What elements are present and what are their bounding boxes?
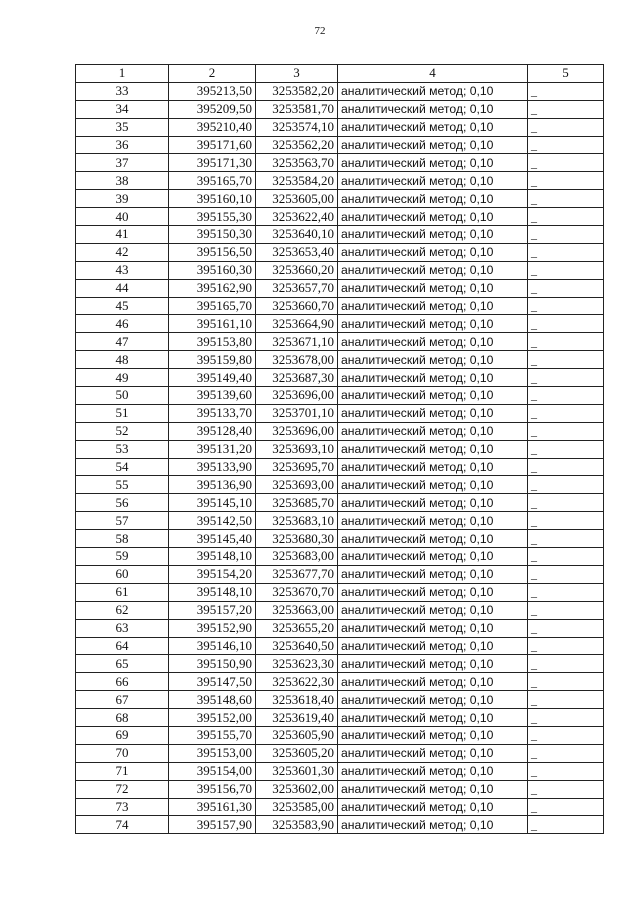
method-accuracy-cell: аналитический метод; 0,10 xyxy=(338,333,528,351)
point-number-cell: 61 xyxy=(76,583,169,601)
point-number-cell: 73 xyxy=(76,798,169,816)
point-number-cell: 47 xyxy=(76,333,169,351)
x-coordinate-cell: 395155,70 xyxy=(169,726,256,744)
method-accuracy-cell: аналитический метод; 0,10 xyxy=(338,387,528,405)
point-number-cell: 56 xyxy=(76,494,169,512)
x-coordinate-cell: 395161,10 xyxy=(169,315,256,333)
note-cell: _ xyxy=(528,744,604,762)
note-cell: _ xyxy=(528,100,604,118)
table-row xyxy=(76,172,604,190)
y-coordinate-cell: 3253640,10 xyxy=(256,226,338,244)
point-number-cell: 63 xyxy=(76,619,169,637)
point-number-cell: 34 xyxy=(76,100,169,118)
table-row xyxy=(76,476,604,494)
table-row xyxy=(76,565,604,583)
page-number: 72 xyxy=(314,25,326,37)
method-accuracy-cell: аналитический метод; 0,10 xyxy=(338,726,528,744)
table-row xyxy=(76,744,604,762)
column-header-1: 1 xyxy=(76,65,169,83)
point-number-cell: 37 xyxy=(76,154,169,172)
note-cell: _ xyxy=(528,154,604,172)
point-number-cell: 42 xyxy=(76,243,169,261)
method-accuracy-cell: аналитический метод; 0,10 xyxy=(338,369,528,387)
method-accuracy-cell: аналитический метод; 0,10 xyxy=(338,583,528,601)
y-coordinate-cell: 3253605,00 xyxy=(256,190,338,208)
method-accuracy-cell: аналитический метод; 0,10 xyxy=(338,82,528,100)
point-number-cell: 43 xyxy=(76,261,169,279)
note-cell: _ xyxy=(528,118,604,136)
y-coordinate-cell: 3253562,20 xyxy=(256,136,338,154)
y-coordinate-cell: 3253693,00 xyxy=(256,476,338,494)
table-row xyxy=(76,333,604,351)
y-coordinate-cell: 3253693,10 xyxy=(256,440,338,458)
table-row xyxy=(76,243,604,261)
y-coordinate-cell: 3253678,00 xyxy=(256,351,338,369)
point-number-cell: 71 xyxy=(76,762,169,780)
point-number-cell: 48 xyxy=(76,351,169,369)
method-accuracy-cell: аналитический метод; 0,10 xyxy=(338,118,528,136)
point-number-cell: 39 xyxy=(76,190,169,208)
note-cell: _ xyxy=(528,315,604,333)
note-cell: _ xyxy=(528,709,604,727)
y-coordinate-cell: 3253671,10 xyxy=(256,333,338,351)
x-coordinate-cell: 395160,30 xyxy=(169,261,256,279)
method-accuracy-cell: аналитический метод; 0,10 xyxy=(338,315,528,333)
table-row xyxy=(76,458,604,476)
y-coordinate-cell: 3253680,30 xyxy=(256,530,338,548)
method-accuracy-cell: аналитический метод; 0,10 xyxy=(338,404,528,422)
table-row xyxy=(76,279,604,297)
point-number-cell: 72 xyxy=(76,780,169,798)
column-header-2: 2 xyxy=(169,65,256,83)
method-accuracy-cell: аналитический метод; 0,10 xyxy=(338,780,528,798)
note-cell: _ xyxy=(528,82,604,100)
table-row xyxy=(76,100,604,118)
x-coordinate-cell: 395157,90 xyxy=(169,816,256,834)
note-cell: _ xyxy=(528,494,604,512)
note-cell: _ xyxy=(528,333,604,351)
point-number-cell: 46 xyxy=(76,315,169,333)
table-row xyxy=(76,118,604,136)
x-coordinate-cell: 395147,50 xyxy=(169,673,256,691)
table-row xyxy=(76,816,604,834)
table-row xyxy=(76,691,604,709)
table-row xyxy=(76,762,604,780)
method-accuracy-cell: аналитический метод; 0,10 xyxy=(338,297,528,315)
y-coordinate-cell: 3253655,20 xyxy=(256,619,338,637)
method-accuracy-cell: аналитический метод; 0,10 xyxy=(338,190,528,208)
y-coordinate-cell: 3253563,70 xyxy=(256,154,338,172)
x-coordinate-cell: 395148,10 xyxy=(169,548,256,566)
x-coordinate-cell: 395154,00 xyxy=(169,762,256,780)
column-header-3: 3 xyxy=(256,65,338,83)
x-coordinate-cell: 395152,00 xyxy=(169,709,256,727)
point-number-cell: 74 xyxy=(76,816,169,834)
table-row xyxy=(76,673,604,691)
point-number-cell: 36 xyxy=(76,136,169,154)
note-cell: _ xyxy=(528,458,604,476)
note-cell: _ xyxy=(528,512,604,530)
table-row xyxy=(76,422,604,440)
y-coordinate-cell: 3253687,30 xyxy=(256,369,338,387)
method-accuracy-cell: аналитический метод; 0,10 xyxy=(338,422,528,440)
method-accuracy-cell: аналитический метод; 0,10 xyxy=(338,226,528,244)
x-coordinate-cell: 395146,10 xyxy=(169,637,256,655)
table-row xyxy=(76,190,604,208)
y-coordinate-cell: 3253601,30 xyxy=(256,762,338,780)
point-number-cell: 55 xyxy=(76,476,169,494)
point-number-cell: 40 xyxy=(76,208,169,226)
point-number-cell: 52 xyxy=(76,422,169,440)
y-coordinate-cell: 3253574,10 xyxy=(256,118,338,136)
table-row xyxy=(76,601,604,619)
note-cell: _ xyxy=(528,369,604,387)
point-number-cell: 64 xyxy=(76,637,169,655)
table-row xyxy=(76,637,604,655)
method-accuracy-cell: аналитический метод; 0,10 xyxy=(338,709,528,727)
point-number-cell: 65 xyxy=(76,655,169,673)
x-coordinate-cell: 395133,70 xyxy=(169,404,256,422)
table-row xyxy=(76,387,604,405)
point-number-cell: 49 xyxy=(76,369,169,387)
table-row xyxy=(76,369,604,387)
note-cell: _ xyxy=(528,565,604,583)
table-row xyxy=(76,351,604,369)
x-coordinate-cell: 395155,30 xyxy=(169,208,256,226)
note-cell: _ xyxy=(528,530,604,548)
x-coordinate-cell: 395145,10 xyxy=(169,494,256,512)
point-number-cell: 70 xyxy=(76,744,169,762)
point-number-cell: 69 xyxy=(76,726,169,744)
note-cell: _ xyxy=(528,440,604,458)
y-coordinate-cell: 3253670,70 xyxy=(256,583,338,601)
x-coordinate-cell: 395148,10 xyxy=(169,583,256,601)
x-coordinate-cell: 395136,90 xyxy=(169,476,256,494)
y-coordinate-cell: 3253683,10 xyxy=(256,512,338,530)
y-coordinate-cell: 3253605,90 xyxy=(256,726,338,744)
y-coordinate-cell: 3253685,70 xyxy=(256,494,338,512)
note-cell: _ xyxy=(528,226,604,244)
x-coordinate-cell: 395171,30 xyxy=(169,154,256,172)
point-number-cell: 58 xyxy=(76,530,169,548)
x-coordinate-cell: 395156,70 xyxy=(169,780,256,798)
table-row xyxy=(76,261,604,279)
x-coordinate-cell: 395153,00 xyxy=(169,744,256,762)
method-accuracy-cell: аналитический метод; 0,10 xyxy=(338,351,528,369)
note-cell: _ xyxy=(528,655,604,673)
x-coordinate-cell: 395162,90 xyxy=(169,279,256,297)
y-coordinate-cell: 3253683,00 xyxy=(256,548,338,566)
note-cell: _ xyxy=(528,190,604,208)
x-coordinate-cell: 395131,20 xyxy=(169,440,256,458)
note-cell: _ xyxy=(528,691,604,709)
x-coordinate-cell: 395165,70 xyxy=(169,297,256,315)
x-coordinate-cell: 395159,80 xyxy=(169,351,256,369)
note-cell: _ xyxy=(528,243,604,261)
point-number-cell: 38 xyxy=(76,172,169,190)
y-coordinate-cell: 3253696,00 xyxy=(256,422,338,440)
x-coordinate-cell: 395165,70 xyxy=(169,172,256,190)
method-accuracy-cell: аналитический метод; 0,10 xyxy=(338,100,528,118)
x-coordinate-cell: 395139,60 xyxy=(169,387,256,405)
table-row xyxy=(76,208,604,226)
x-coordinate-cell: 395161,30 xyxy=(169,798,256,816)
table-row xyxy=(76,82,604,100)
x-coordinate-cell: 395133,90 xyxy=(169,458,256,476)
x-coordinate-cell: 395128,40 xyxy=(169,422,256,440)
method-accuracy-cell: аналитический метод; 0,10 xyxy=(338,565,528,583)
table-row xyxy=(76,798,604,816)
method-accuracy-cell: аналитический метод; 0,10 xyxy=(338,440,528,458)
y-coordinate-cell: 3253602,00 xyxy=(256,780,338,798)
x-coordinate-cell: 395209,50 xyxy=(169,100,256,118)
x-coordinate-cell: 395160,10 xyxy=(169,190,256,208)
point-number-cell: 53 xyxy=(76,440,169,458)
method-accuracy-cell: аналитический метод; 0,10 xyxy=(338,655,528,673)
point-number-cell: 35 xyxy=(76,118,169,136)
x-coordinate-cell: 395152,90 xyxy=(169,619,256,637)
x-coordinate-cell: 395210,40 xyxy=(169,118,256,136)
table-row xyxy=(76,154,604,172)
y-coordinate-cell: 3253618,40 xyxy=(256,691,338,709)
method-accuracy-cell: аналитический метод; 0,10 xyxy=(338,172,528,190)
note-cell: _ xyxy=(528,404,604,422)
note-cell: _ xyxy=(528,297,604,315)
point-number-cell: 59 xyxy=(76,548,169,566)
y-coordinate-cell: 3253605,20 xyxy=(256,744,338,762)
method-accuracy-cell: аналитический метод; 0,10 xyxy=(338,691,528,709)
note-cell: _ xyxy=(528,637,604,655)
method-accuracy-cell: аналитический метод; 0,10 xyxy=(338,476,528,494)
x-coordinate-cell: 395171,60 xyxy=(169,136,256,154)
table-header-row xyxy=(76,65,604,83)
note-cell: _ xyxy=(528,548,604,566)
note-cell: _ xyxy=(528,601,604,619)
x-coordinate-cell: 395157,20 xyxy=(169,601,256,619)
x-coordinate-cell: 395150,90 xyxy=(169,655,256,673)
method-accuracy-cell: аналитический метод; 0,10 xyxy=(338,530,528,548)
table-row xyxy=(76,494,604,512)
method-accuracy-cell: аналитический метод; 0,10 xyxy=(338,279,528,297)
y-coordinate-cell: 3253664,90 xyxy=(256,315,338,333)
y-coordinate-cell: 3253640,50 xyxy=(256,637,338,655)
table-row xyxy=(76,440,604,458)
table-row xyxy=(76,297,604,315)
method-accuracy-cell: аналитический метод; 0,10 xyxy=(338,744,528,762)
y-coordinate-cell: 3253581,70 xyxy=(256,100,338,118)
method-accuracy-cell: аналитический метод; 0,10 xyxy=(338,619,528,637)
table-row xyxy=(76,512,604,530)
note-cell: _ xyxy=(528,798,604,816)
note-cell: _ xyxy=(528,172,604,190)
method-accuracy-cell: аналитический метод; 0,10 xyxy=(338,637,528,655)
x-coordinate-cell: 395156,50 xyxy=(169,243,256,261)
y-coordinate-cell: 3253657,70 xyxy=(256,279,338,297)
point-number-cell: 57 xyxy=(76,512,169,530)
point-number-cell: 54 xyxy=(76,458,169,476)
method-accuracy-cell: аналитический метод; 0,10 xyxy=(338,762,528,780)
note-cell: _ xyxy=(528,387,604,405)
table-row xyxy=(76,404,604,422)
y-coordinate-cell: 3253660,20 xyxy=(256,261,338,279)
method-accuracy-cell: аналитический метод; 0,10 xyxy=(338,673,528,691)
y-coordinate-cell: 3253660,70 xyxy=(256,297,338,315)
table-row xyxy=(76,226,604,244)
point-number-cell: 68 xyxy=(76,709,169,727)
method-accuracy-cell: аналитический метод; 0,10 xyxy=(338,494,528,512)
table-row xyxy=(76,583,604,601)
note-cell: _ xyxy=(528,619,604,637)
point-number-cell: 51 xyxy=(76,404,169,422)
method-accuracy-cell: аналитический метод; 0,10 xyxy=(338,816,528,834)
method-accuracy-cell: аналитический метод; 0,10 xyxy=(338,154,528,172)
column-header-5: 5 xyxy=(528,65,604,83)
y-coordinate-cell: 3253583,90 xyxy=(256,816,338,834)
table-row xyxy=(76,548,604,566)
point-number-cell: 41 xyxy=(76,226,169,244)
y-coordinate-cell: 3253677,70 xyxy=(256,565,338,583)
note-cell: _ xyxy=(528,136,604,154)
y-coordinate-cell: 3253695,70 xyxy=(256,458,338,476)
method-accuracy-cell: аналитический метод; 0,10 xyxy=(338,243,528,261)
x-coordinate-cell: 395148,60 xyxy=(169,691,256,709)
table-row xyxy=(76,136,604,154)
note-cell: _ xyxy=(528,261,604,279)
x-coordinate-cell: 395145,40 xyxy=(169,530,256,548)
method-accuracy-cell: аналитический метод; 0,10 xyxy=(338,512,528,530)
point-number-cell: 50 xyxy=(76,387,169,405)
note-cell: _ xyxy=(528,816,604,834)
table-row xyxy=(76,655,604,673)
point-number-cell: 62 xyxy=(76,601,169,619)
x-coordinate-cell: 395213,50 xyxy=(169,82,256,100)
note-cell: _ xyxy=(528,208,604,226)
x-coordinate-cell: 395153,80 xyxy=(169,333,256,351)
note-cell: _ xyxy=(528,422,604,440)
method-accuracy-cell: аналитический метод; 0,10 xyxy=(338,458,528,476)
point-number-cell: 66 xyxy=(76,673,169,691)
note-cell: _ xyxy=(528,351,604,369)
note-cell: _ xyxy=(528,673,604,691)
y-coordinate-cell: 3253701,10 xyxy=(256,404,338,422)
column-header-4: 4 xyxy=(338,65,528,83)
x-coordinate-cell: 395150,30 xyxy=(169,226,256,244)
method-accuracy-cell: аналитический метод; 0,10 xyxy=(338,261,528,279)
y-coordinate-cell: 3253582,20 xyxy=(256,82,338,100)
y-coordinate-cell: 3253622,30 xyxy=(256,673,338,691)
y-coordinate-cell: 3253584,20 xyxy=(256,172,338,190)
y-coordinate-cell: 3253585,00 xyxy=(256,798,338,816)
table-body xyxy=(76,82,604,833)
note-cell: _ xyxy=(528,583,604,601)
y-coordinate-cell: 3253623,30 xyxy=(256,655,338,673)
point-number-cell: 45 xyxy=(76,297,169,315)
table-row xyxy=(76,726,604,744)
point-number-cell: 60 xyxy=(76,565,169,583)
table-row xyxy=(76,530,604,548)
note-cell: _ xyxy=(528,726,604,744)
note-cell: _ xyxy=(528,780,604,798)
table-row xyxy=(76,709,604,727)
method-accuracy-cell: аналитический метод; 0,10 xyxy=(338,136,528,154)
note-cell: _ xyxy=(528,762,604,780)
coordinates-table xyxy=(75,64,604,834)
y-coordinate-cell: 3253696,00 xyxy=(256,387,338,405)
y-coordinate-cell: 3253653,40 xyxy=(256,243,338,261)
y-coordinate-cell: 3253622,40 xyxy=(256,208,338,226)
note-cell: _ xyxy=(528,476,604,494)
table-row xyxy=(76,315,604,333)
note-cell: _ xyxy=(528,279,604,297)
point-number-cell: 44 xyxy=(76,279,169,297)
method-accuracy-cell: аналитический метод; 0,10 xyxy=(338,208,528,226)
point-number-cell: 67 xyxy=(76,691,169,709)
table-row xyxy=(76,780,604,798)
y-coordinate-cell: 3253663,00 xyxy=(256,601,338,619)
point-number-cell: 33 xyxy=(76,82,169,100)
x-coordinate-cell: 395142,50 xyxy=(169,512,256,530)
method-accuracy-cell: аналитический метод; 0,10 xyxy=(338,798,528,816)
method-accuracy-cell: аналитический метод; 0,10 xyxy=(338,548,528,566)
x-coordinate-cell: 395149,40 xyxy=(169,369,256,387)
x-coordinate-cell: 395154,20 xyxy=(169,565,256,583)
method-accuracy-cell: аналитический метод; 0,10 xyxy=(338,601,528,619)
table-row xyxy=(76,619,604,637)
y-coordinate-cell: 3253619,40 xyxy=(256,709,338,727)
